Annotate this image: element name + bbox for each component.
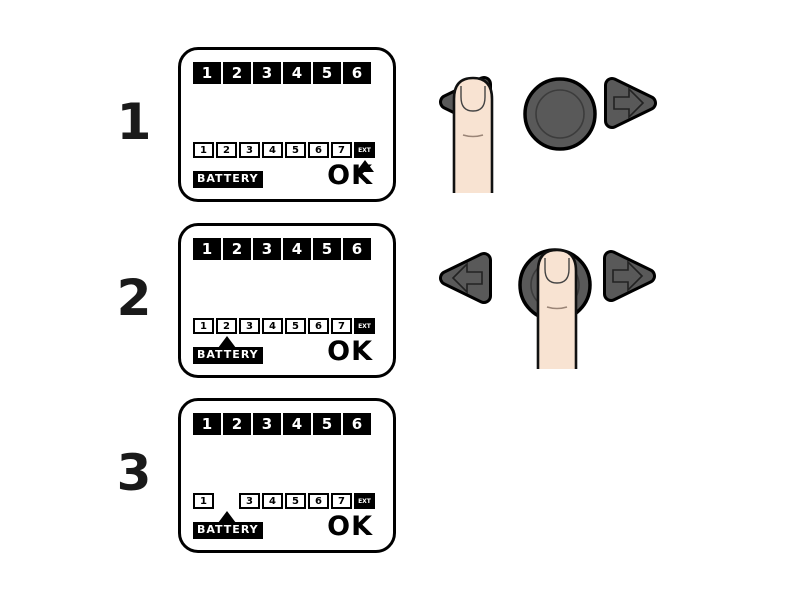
memory-cell: 5 — [285, 493, 306, 509]
memory-cell: 4 — [262, 493, 283, 509]
display-panel-2 — [178, 223, 396, 378]
memory-cell: 1 — [193, 493, 214, 509]
memory-cell: 1 — [193, 142, 214, 158]
channel-tab-row — [193, 413, 371, 435]
channel-tab: 4 — [283, 413, 311, 435]
memory-cell: 4 — [262, 318, 283, 334]
channel-tab: 4 — [283, 62, 311, 84]
display-panel-3 — [178, 398, 396, 553]
battery-indicator: BATTERY — [193, 347, 263, 364]
channel-tab: 2 — [223, 413, 251, 435]
memory-cell: 7 — [331, 318, 352, 334]
ok-label: OK — [327, 511, 373, 542]
channel-tab-row — [193, 238, 371, 260]
memory-cell: 6 — [308, 142, 329, 158]
memory-cell-row — [193, 493, 375, 509]
channel-tab: 3 — [253, 62, 281, 84]
step-2-label: 2 — [116, 269, 152, 327]
channel-tab: 6 — [343, 238, 371, 260]
battery-indicator: BATTERY — [193, 171, 263, 188]
channel-tab: 6 — [343, 62, 371, 84]
channel-tab: 4 — [283, 238, 311, 260]
channel-tab: 3 — [253, 413, 281, 435]
memory-cell: 4 — [262, 142, 283, 158]
memory-cell: 2 — [216, 318, 237, 334]
pressing-finger-icon — [531, 243, 583, 369]
exit-cell: EXT — [354, 318, 375, 334]
memory-cell-row — [193, 142, 375, 158]
right-arrow-button-icon — [596, 72, 662, 134]
memory-cell: 2 — [216, 142, 237, 158]
channel-tab: 1 — [193, 238, 221, 260]
channel-tab: 2 — [223, 238, 251, 260]
memory-cell: 6 — [308, 493, 329, 509]
channel-tab: 1 — [193, 413, 221, 435]
pressing-finger-icon — [447, 71, 499, 193]
memory-cell: 5 — [285, 318, 306, 334]
ok-label: OK — [327, 336, 373, 367]
memory-cell: 5 — [285, 142, 306, 158]
channel-tab: 2 — [223, 62, 251, 84]
channel-tab: 5 — [313, 62, 341, 84]
channel-tab: 5 — [313, 413, 341, 435]
battery-indicator: BATTERY — [193, 522, 263, 539]
memory-cell: 1 — [193, 318, 214, 334]
memory-cell: 6 — [308, 318, 329, 334]
memory-cell: 3 — [239, 142, 260, 158]
right-arrow-button-icon — [595, 245, 661, 307]
ok-label: OK — [327, 160, 373, 191]
channel-tab: 1 — [193, 62, 221, 84]
exit-cell: EXT — [354, 142, 375, 158]
memory-cell: 7 — [331, 493, 352, 509]
memory-cell: 7 — [331, 142, 352, 158]
center-ok-button-icon — [520, 74, 600, 154]
memory-cell-row — [193, 318, 375, 334]
left-arrow-button-icon — [434, 247, 500, 309]
channel-tab-row — [193, 62, 371, 84]
step-1-label: 1 — [116, 93, 152, 151]
memory-cell: 3 — [239, 318, 260, 334]
memory-cell: 3 — [239, 493, 260, 509]
exit-cell: EXT — [354, 493, 375, 509]
channel-tab: 5 — [313, 238, 341, 260]
channel-tab: 6 — [343, 413, 371, 435]
display-panel-1 — [178, 47, 396, 202]
channel-tab: 3 — [253, 238, 281, 260]
step-3-label: 3 — [116, 444, 152, 502]
